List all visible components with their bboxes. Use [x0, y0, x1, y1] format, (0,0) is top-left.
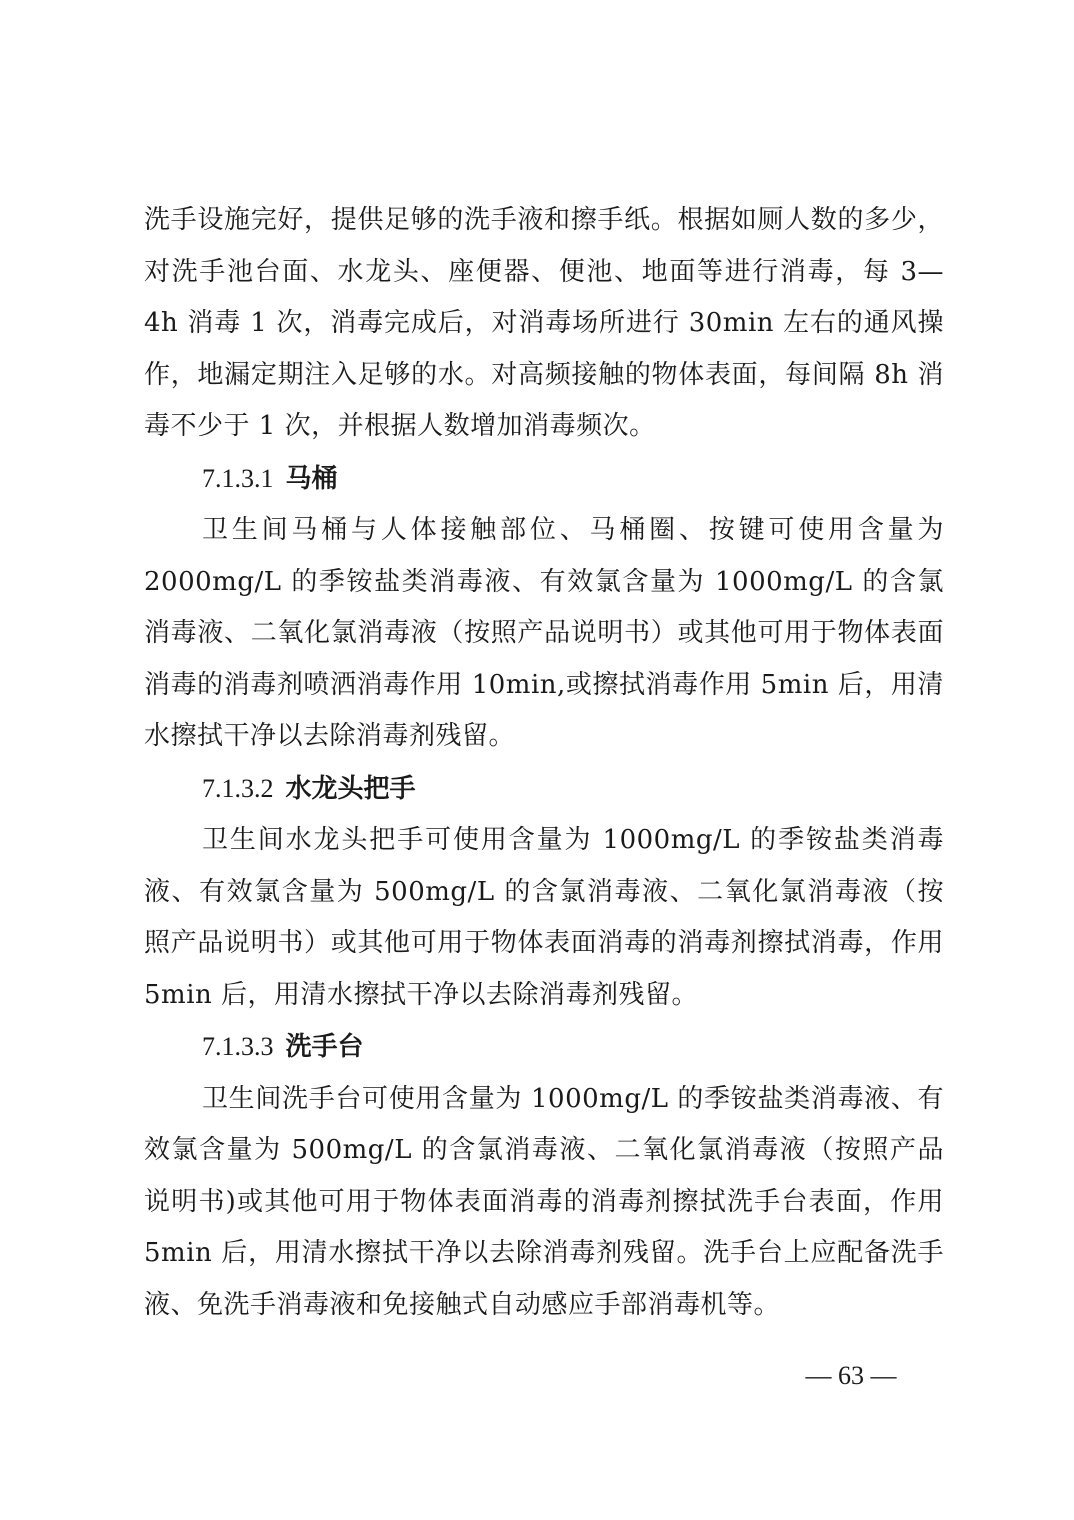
section-number: 7.1.3.1: [202, 463, 274, 493]
section-number: 7.1.3.3: [202, 1032, 274, 1061]
section-paragraph-faucet-handle: 卫生间水龙头把手可使用含量为 1000mg/L 的季铵盐类消毒液、有效氯含量为 500mg/L 的含氯消毒液、二氧化氯消毒液（按照产品说明书）或其他可用于物体表面消毒的消毒剂擦拭消毒，作用 5min 后，用清水擦拭干净以去除消毒剂残留。: [144, 825, 944, 1010]
section-title: 马桶: [285, 463, 338, 494]
section-paragraph-toilet: 卫生间马桶与人体接触部位、马桶圈、按键可使用含量为 2000mg/L 的季铵盐类消毒液、有效氯含量为 1000mg/L 的含氯消毒液、二氧化氯消毒液（按照产品说明书）或其他可用于物体表面消毒的消毒剂喷洒消毒作用 10min,或擦拭消毒作用 5min 后，用清水擦拭干净以去除消毒剂残留。: [144, 515, 944, 751]
section-heading-7-1-3-3: [144, 1021, 944, 1074]
section-title: 洗手台: [285, 1032, 364, 1062]
section-number: 7.1.3.2: [202, 773, 274, 803]
section-title: 水龙头把手: [285, 773, 416, 804]
intro-paragraph: 洗手设施完好，提供足够的洗手液和擦手纸。根据如厕人数的多少，对洗手池台面、水龙头、座便器、便池、地面等进行消毒，每 3—4h 消毒 1 次，消毒完成后，对消毒场所进行 30min 左右的通风操作，地漏定期注入足够的水。对高频接触的物体表面，每间隔 8h 消毒不少于 1 次，并根据人数增加消毒频次。: [144, 205, 944, 441]
section-heading-7-1-3-1: [144, 453, 944, 506]
document-body: [144, 195, 944, 1331]
page-number: — 63 —: [805, 1361, 897, 1390]
section-paragraph-wash-basin: 卫生间洗手台可使用含量为 1000mg/L 的季铵盐类消毒液、有效氯含量为 500mg/L 的含氯消毒液、二氧化氯消毒液（按照产品说明书)或其他可用于物体表面消毒的消毒剂擦拭洗手台表面，作用 5min 后，用清水擦拭干净以去除消毒剂残留。洗手台上应配备洗手液、免洗手消毒液和免接触式自动感应手部消毒机等。: [144, 1083, 944, 1320]
section-heading-7-1-3-2: [144, 763, 944, 816]
